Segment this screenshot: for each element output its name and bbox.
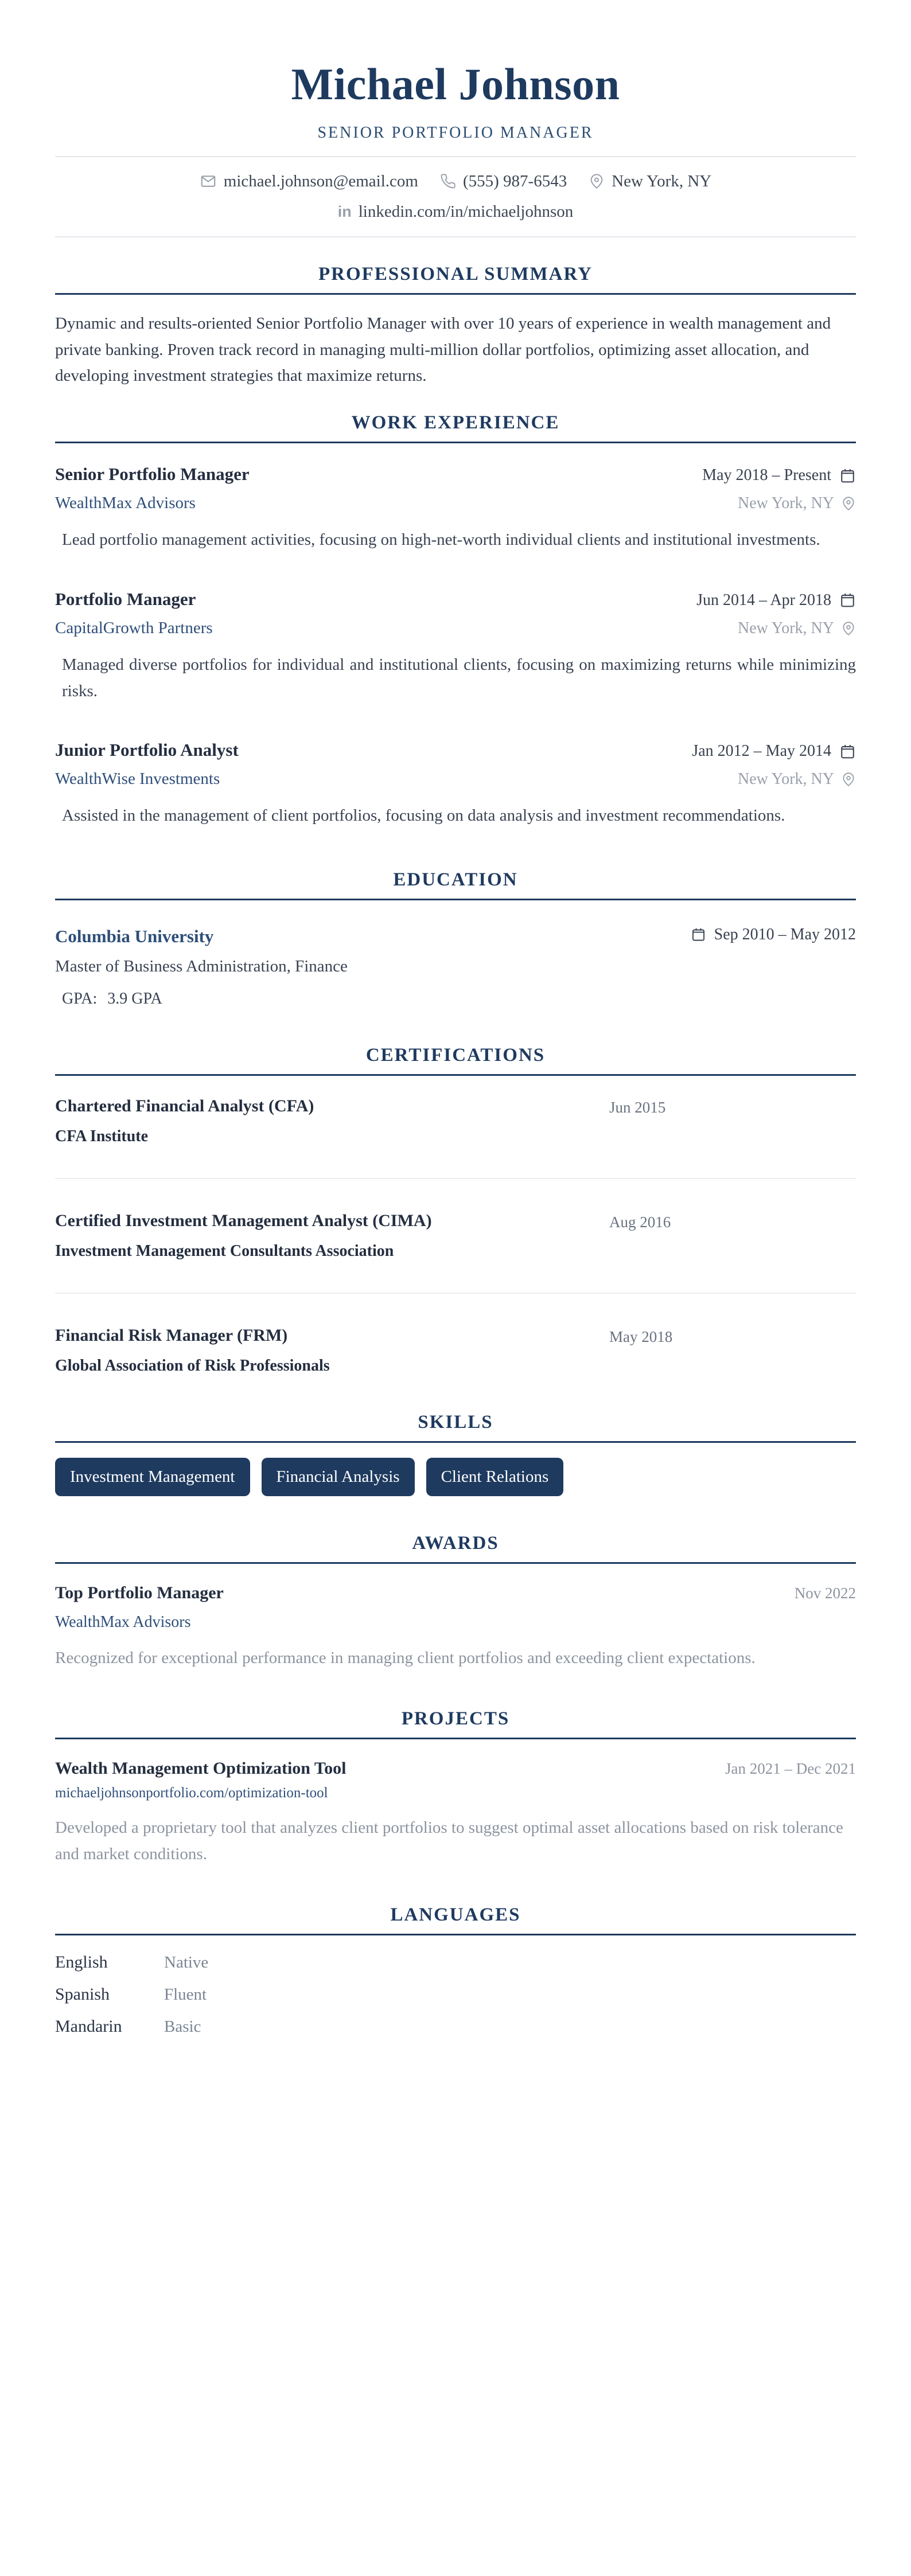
language-name: Mandarin xyxy=(55,2016,122,2036)
language-row xyxy=(55,1953,856,1972)
skill-chip: Investment Management xyxy=(55,1458,250,1496)
language-row xyxy=(55,1985,856,2004)
contact-location xyxy=(589,172,711,191)
job-location: New York, NY xyxy=(737,770,834,789)
section-heading-summary: PROFESSIONAL SUMMARY xyxy=(318,263,593,284)
certification-divider xyxy=(55,1293,856,1294)
job-description: Managed diverse portfolios for individual and institutional clients, focusing on maximizing returns while minimizing risks. xyxy=(62,655,856,701)
certification-entry xyxy=(55,1211,856,1260)
person-name: Michael Johnson xyxy=(291,59,620,109)
section-rule-skills xyxy=(55,1441,856,1443)
calendar-icon xyxy=(839,592,856,608)
language-level: Fluent xyxy=(164,1985,207,2004)
project-entry xyxy=(55,1759,856,1868)
skill-chip: Financial Analysis xyxy=(262,1458,415,1496)
section-heading-projects: PROJECTS xyxy=(401,1708,510,1729)
certification-name: Certified Investment Management Analyst (CIMA) xyxy=(55,1211,432,1231)
work-entry xyxy=(55,589,856,705)
section-heading-awards: AWARDS xyxy=(412,1533,499,1554)
certification-date: Jun 2015 xyxy=(609,1099,666,1117)
education-dates: Sep 2010 – May 2012 xyxy=(714,925,856,943)
skill-chip: Client Relations xyxy=(426,1458,564,1496)
section-rule-projects xyxy=(55,1738,856,1739)
location-pin-icon xyxy=(841,772,856,787)
location-pin-icon xyxy=(841,621,856,636)
contact-linkedin xyxy=(338,202,574,221)
job-dates: Jun 2014 – Apr 2018 xyxy=(696,591,831,609)
certifications-list xyxy=(55,1096,856,1375)
job-dates: May 2018 – Present xyxy=(702,466,831,485)
section-rule-languages xyxy=(55,1934,856,1935)
section-rule-work xyxy=(55,442,856,443)
phone-icon xyxy=(440,173,456,189)
certification-name: Financial Risk Manager (FRM) xyxy=(55,1326,288,1345)
job-title: Junior Portfolio Analyst xyxy=(55,740,239,760)
gpa-label: GPA: xyxy=(62,990,98,1008)
summary-text: Dynamic and results-oriented Senior Portfolio Manager with over 10 years of experience in wealth management and private banking. Proven track record in managing multi-million dollar portfolios, optimizing asset allocation, and developing investment strategies that maximize returns. xyxy=(55,314,831,385)
skills-list xyxy=(55,1458,856,1496)
job-location: New York, NY xyxy=(737,494,834,513)
award-org: WealthMax Advisors xyxy=(55,1613,191,1632)
language-row xyxy=(55,2017,856,2036)
award-date: Nov 2022 xyxy=(794,1584,856,1602)
work-entry xyxy=(55,740,856,829)
language-name: Spanish xyxy=(55,1984,110,2004)
certification-entry xyxy=(55,1326,856,1375)
award-title: Top Portfolio Manager xyxy=(55,1583,224,1603)
certification-divider xyxy=(55,1178,856,1179)
section-rule-summary xyxy=(55,293,856,295)
section-rule-awards xyxy=(55,1562,856,1564)
award-entry xyxy=(55,1583,856,1672)
contact-row xyxy=(55,172,856,191)
section-heading-education: EDUCATION xyxy=(393,869,518,890)
gpa-value: 3.9 GPA xyxy=(107,990,162,1008)
education-entry xyxy=(55,926,856,1009)
contact-phone xyxy=(440,172,567,191)
section-heading-languages: LANGUAGES xyxy=(390,1904,521,1925)
job-title: Portfolio Manager xyxy=(55,588,196,609)
project-description: Developed a proprietary tool that analyzes client portfolios to suggest optimal asset allocations based on risk tolerance and market conditions. xyxy=(55,1818,843,1863)
job-description: Assisted in the management of client portfolios, focusing on data analysis and investment recommendations. xyxy=(62,806,785,825)
calendar-icon xyxy=(691,927,706,942)
contact-phone-text: (555) 987-6543 xyxy=(462,171,567,190)
person-title: SENIOR PORTFOLIO MANAGER xyxy=(317,123,594,142)
calendar-icon xyxy=(839,743,856,760)
header-divider-bottom xyxy=(55,236,856,237)
award-description: Recognized for exceptional performance in managing client portfolios and exceeding client expectations. xyxy=(55,1649,756,1668)
calendar-icon xyxy=(839,467,856,484)
header-divider-top xyxy=(55,156,856,157)
location-pin-icon xyxy=(589,173,605,189)
contact-row-2 xyxy=(55,202,856,221)
job-title: Senior Portfolio Manager xyxy=(55,464,250,485)
email-icon xyxy=(200,173,217,190)
work-entry xyxy=(55,464,856,553)
language-name: English xyxy=(55,1952,108,1972)
language-level: Basic xyxy=(164,2017,201,2036)
job-description: Lead portfolio management activities, focusing on high-net-worth individual clients and institutional investments. xyxy=(62,530,820,549)
section-heading-work: WORK EXPERIENCE xyxy=(351,412,560,434)
school-name: Columbia University xyxy=(55,926,214,947)
gpa-row xyxy=(55,990,856,1008)
certification-entry xyxy=(55,1096,856,1146)
certification-issuer: Global Association of Risk Professionals xyxy=(55,1357,330,1375)
contact-linkedin-text: linkedin.com/in/michaeljohnson xyxy=(358,202,574,221)
language-level: Native xyxy=(164,1953,209,1972)
languages-list xyxy=(55,1953,856,2036)
job-company: WealthMax Advisors xyxy=(55,494,196,513)
location-pin-icon xyxy=(841,496,856,511)
section-heading-certifications: CERTIFICATIONS xyxy=(365,1045,546,1066)
contact-location-text: New York, NY xyxy=(612,171,712,190)
section-rule-certifications xyxy=(55,1074,856,1076)
certification-date: Aug 2016 xyxy=(609,1213,671,1231)
certification-issuer: Investment Management Consultants Association xyxy=(55,1242,394,1260)
job-company: CapitalGrowth Partners xyxy=(55,618,213,637)
certification-date: May 2018 xyxy=(609,1328,673,1346)
contact-email-text: michael.johnson@email.com xyxy=(223,171,418,190)
job-location: New York, NY xyxy=(737,619,834,637)
section-rule-education xyxy=(55,899,856,900)
contact-email xyxy=(200,172,418,191)
certification-name: Chartered Financial Analyst (CFA) xyxy=(55,1096,314,1116)
section-heading-skills: SKILLS xyxy=(418,1412,493,1433)
job-company: WealthWise Investments xyxy=(55,770,220,789)
linkedin-icon: in xyxy=(337,202,352,220)
job-dates: Jan 2012 – May 2014 xyxy=(692,742,831,760)
project-dates: Jan 2021 – Dec 2021 xyxy=(725,1759,856,1777)
project-title: Wealth Management Optimization Tool xyxy=(55,1758,347,1778)
certification-issuer: CFA Institute xyxy=(55,1127,149,1146)
project-link[interactable]: michaeljohnsonportfolio.com/optimization-tool xyxy=(55,1785,328,1801)
degree: Master of Business Administration, Finance xyxy=(55,957,348,976)
